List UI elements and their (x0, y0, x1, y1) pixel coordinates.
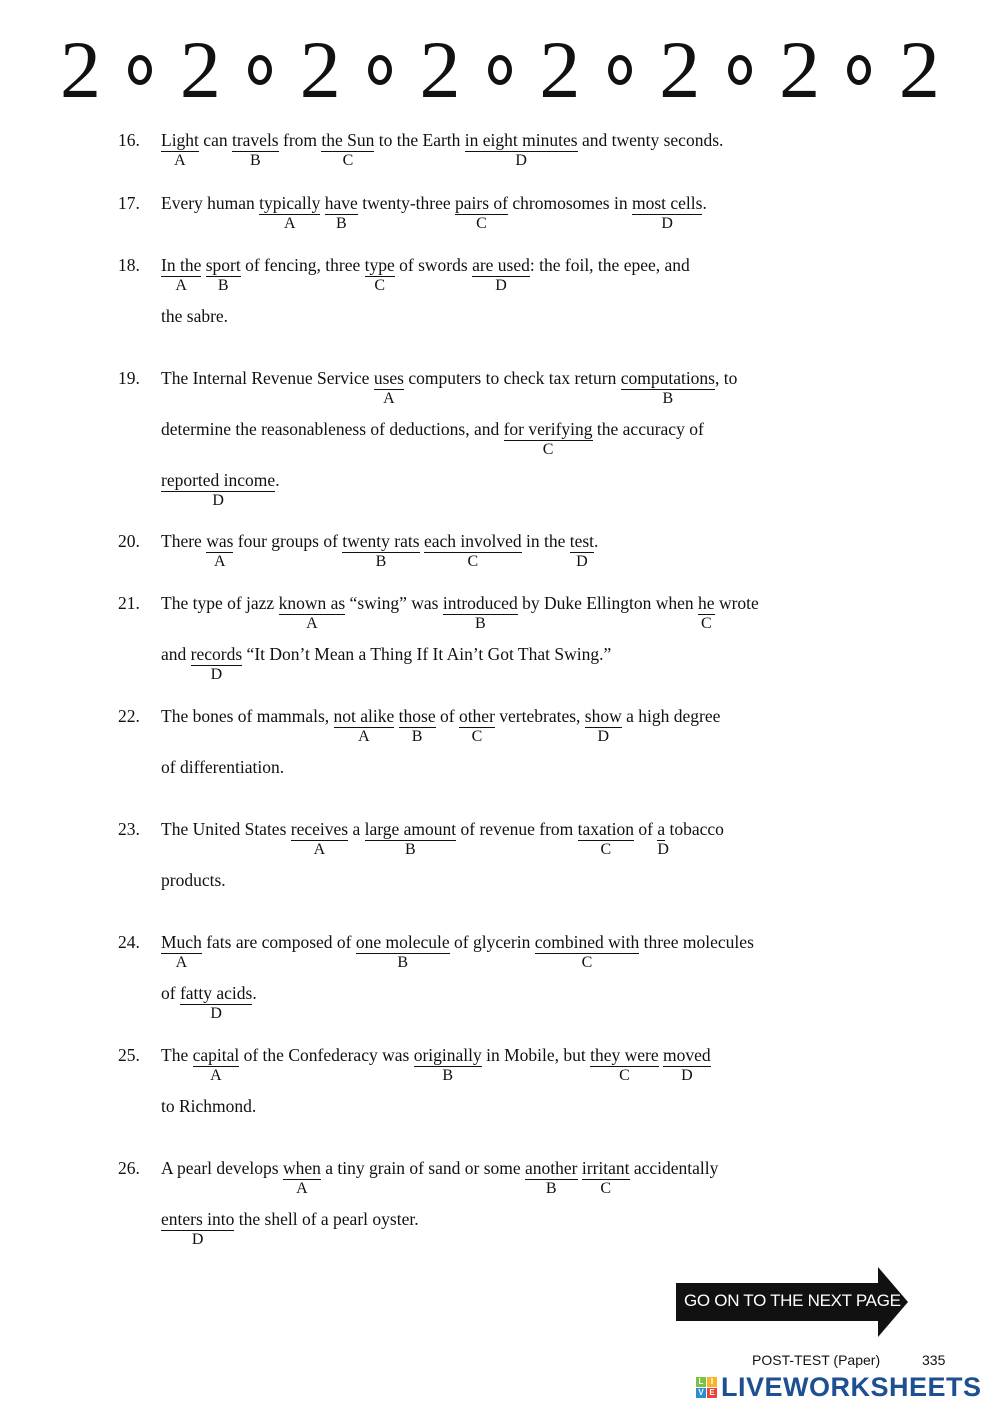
option-letter: C (600, 1180, 612, 1197)
question-line (161, 368, 738, 407)
underlined-option (423, 531, 522, 570)
segment-text: fats are composed of (201, 932, 356, 952)
option-letter: D (212, 492, 224, 509)
question-number: 23. (118, 819, 140, 839)
question-line (161, 419, 704, 458)
ring-icon (248, 55, 272, 85)
option-letter: D (681, 1067, 693, 1084)
segment-text: The Internal Revenue Service (161, 368, 374, 388)
sentence-text (239, 1045, 413, 1066)
sentence-text (241, 255, 365, 276)
underlined-option (620, 368, 715, 407)
sentence-text (233, 531, 342, 552)
segment-text: Every human (161, 193, 260, 213)
sentence-text (161, 531, 206, 552)
underlined-option (413, 1045, 482, 1084)
segment-text: taxation (577, 819, 635, 839)
sentence-text (456, 819, 577, 840)
section-name: POST-TEST (Paper) (752, 1352, 881, 1368)
sentence-text (279, 130, 322, 151)
option-letter: A (306, 615, 318, 632)
underlined-option (503, 419, 593, 458)
segment-text: determine the reasonableness of deductions, and (161, 419, 504, 439)
segment-text: tobacco (665, 819, 724, 839)
sentence-text (518, 593, 698, 614)
sentence-text (622, 706, 721, 727)
sentence-text (161, 419, 504, 440)
sentence-text (161, 706, 334, 727)
header-digit: 2 (299, 24, 341, 115)
question-line (161, 593, 759, 632)
option-letter: B (442, 1067, 454, 1084)
segment-text: known as (278, 593, 346, 613)
segment-text: can (198, 130, 232, 150)
underlined-option (161, 932, 202, 971)
segment-text: sport (205, 255, 241, 275)
segment-text: of glycerin (449, 932, 535, 952)
sentence-text (436, 706, 459, 727)
segment-text: to the Earth (374, 130, 465, 150)
sentence-text (161, 757, 284, 778)
sentence-text (161, 1045, 193, 1066)
segment-text: the accuracy of (592, 419, 704, 439)
option-letter: A (214, 553, 226, 570)
sentence-text (634, 819, 657, 840)
sentence-text (161, 983, 180, 1004)
segment-text: was (206, 531, 234, 551)
go-on-next-page-arrow (676, 1267, 910, 1337)
option-letter: C (342, 152, 354, 169)
question-number: 25. (118, 1045, 140, 1065)
liveworksheets-logo-icon (696, 1377, 717, 1398)
option-letter: B (474, 615, 486, 632)
option-letter: D (661, 215, 673, 232)
underlined-option (161, 470, 276, 509)
sentence-text (234, 1209, 418, 1230)
sentence-text (321, 1158, 525, 1179)
sentence-text (530, 255, 690, 276)
segment-text: a tiny grain of sand or some (320, 1158, 526, 1178)
underlined-option (455, 193, 508, 232)
sentence-text (161, 644, 191, 665)
next-page-label: GO ON TO THE NEXT PAGE (684, 1291, 901, 1310)
option-letter: B (249, 152, 261, 169)
sentence-text (161, 306, 228, 327)
question-line (161, 870, 226, 891)
segment-text: the shell of a pearl oyster. (234, 1209, 419, 1229)
header-digit: 2 (659, 24, 701, 115)
sentence-text (578, 130, 724, 151)
underlined-option (464, 130, 578, 169)
segment-text: records (190, 644, 243, 664)
segment-text: to Richmond. (161, 1096, 257, 1116)
underlined-option (324, 193, 358, 232)
segment-text: . (594, 531, 599, 551)
segment-text: of differentiation. (161, 757, 285, 777)
header-digit: 2 (419, 24, 461, 115)
question-number: 18. (118, 255, 140, 275)
option-letter: C (619, 1067, 630, 1084)
underlined-option (231, 130, 279, 169)
underlined-option (290, 819, 349, 858)
segment-text: he (698, 593, 715, 613)
segment-text: one molecule (355, 932, 450, 952)
segment-text: . (252, 983, 257, 1003)
option-letter: B (397, 954, 409, 971)
option-letter: C (467, 553, 479, 570)
underlined-option (259, 193, 321, 232)
sentence-text (522, 531, 570, 552)
segment-text: reported income (161, 470, 276, 490)
segment-text: they were (590, 1045, 659, 1065)
option-letter: C (471, 728, 483, 745)
segment-text: not alike (333, 706, 395, 726)
question-number: 19. (118, 368, 140, 388)
segment-text: of fencing, three (240, 255, 365, 275)
segment-text: . (275, 470, 280, 490)
option-letter: C (581, 954, 593, 971)
underlined-option (663, 1045, 711, 1084)
segment-text: type (364, 255, 395, 275)
sentence-text (161, 870, 226, 891)
option-letter: A (174, 152, 186, 169)
segment-text: moved (663, 1045, 711, 1065)
sentence-text (495, 706, 585, 727)
sentence-text (161, 1096, 256, 1117)
question-number: 26. (118, 1158, 140, 1178)
option-letter: D (515, 152, 527, 169)
segment-text: a high degree (621, 706, 721, 726)
question-line (161, 531, 599, 570)
option-letter: D (657, 841, 669, 858)
segment-text: wrote (714, 593, 759, 613)
underlined-option (442, 593, 518, 632)
segment-text: by Duke Ellington when (517, 593, 699, 613)
segment-text: of swords (394, 255, 473, 275)
underlined-option (631, 193, 703, 232)
segment-text: another (525, 1158, 578, 1178)
question-line (161, 255, 690, 294)
question-line (161, 1045, 711, 1084)
question-line (161, 983, 257, 1022)
segment-text: : the foil, the epee, and (529, 255, 690, 275)
question-line (161, 1096, 256, 1117)
sentence-text (715, 368, 737, 389)
ring-icon (368, 55, 392, 85)
segment-text: . (702, 193, 707, 213)
segment-text: a (348, 819, 365, 839)
header-digit: 2 (179, 24, 221, 115)
option-letter: D (576, 553, 588, 570)
underlined-option (161, 130, 199, 169)
header-digit: 2 (539, 24, 581, 115)
segment-text: vertebrates, (494, 706, 585, 726)
header-digit: 2 (779, 24, 821, 115)
logo-tile: V (696, 1388, 706, 1398)
header-digit: 2 (898, 24, 940, 115)
segment-text: of (634, 819, 658, 839)
sentence-text (639, 932, 754, 953)
question-line (161, 706, 721, 745)
option-letter: C (700, 615, 712, 632)
segment-text: The type of jazz (161, 593, 279, 613)
liveworksheets-brand (696, 1372, 982, 1403)
logo-tile: E (707, 1388, 717, 1398)
underlined-option (282, 1158, 321, 1197)
segment-text: large amount (364, 819, 457, 839)
segment-text: four groups of (233, 531, 343, 551)
question-line (161, 1158, 719, 1197)
sentence-text (161, 819, 291, 840)
segment-text: from (278, 130, 322, 150)
underlined-option (364, 255, 395, 294)
segment-text: of (435, 706, 459, 726)
segment-text: computers to check tax return (403, 368, 621, 388)
sentence-text (395, 255, 472, 276)
option-letter: A (175, 954, 188, 971)
option-letter: B (405, 841, 416, 858)
sentence-text (199, 130, 232, 151)
option-letter: A (313, 841, 326, 858)
underlined-option (205, 255, 241, 294)
option-letter: D (210, 1005, 222, 1022)
segment-text: There (161, 531, 207, 551)
sentence-text (593, 419, 704, 440)
segment-text: The United States (161, 819, 291, 839)
question-line (161, 130, 724, 169)
ring-icon (128, 55, 152, 85)
underlined-option (190, 644, 243, 683)
segment-text: typically (259, 193, 321, 213)
underlined-option (458, 706, 495, 745)
segment-text: uses (373, 368, 404, 388)
segment-text: in the (521, 531, 570, 551)
segment-text: capital (192, 1045, 240, 1065)
segment-text: combined with (534, 932, 640, 952)
segment-text: , to (715, 368, 738, 388)
segment-text: each involved (423, 531, 522, 551)
page-number: 335 (922, 1352, 946, 1368)
segment-text: introduced (442, 593, 518, 613)
underlined-option (373, 368, 404, 407)
underlined-option (206, 531, 234, 570)
question-number: 21. (118, 593, 140, 613)
option-letter: B (217, 277, 229, 294)
segment-text: three molecules (639, 932, 754, 952)
option-letter: C (374, 277, 386, 294)
underlined-option (179, 983, 253, 1022)
segment-text: originally (413, 1045, 482, 1065)
sentence-text (508, 193, 632, 214)
segment-text: the Sun (321, 130, 375, 150)
segment-text: accidentally (629, 1158, 719, 1178)
sentence-text (348, 819, 365, 840)
ring-icon (728, 55, 752, 85)
underlined-option (321, 130, 375, 169)
segment-text: of the Confederacy was (239, 1045, 414, 1065)
sentence-text (161, 1158, 283, 1179)
underlined-option (657, 819, 669, 858)
underlined-option (590, 1045, 659, 1084)
segment-text: when (282, 1158, 321, 1178)
sentence-text (161, 593, 279, 614)
underlined-option (584, 706, 622, 745)
segment-text: Much (161, 932, 202, 952)
option-letter: A (383, 390, 395, 407)
sentence-text (594, 531, 598, 552)
sentence-text (702, 193, 706, 214)
underlined-option (355, 932, 450, 971)
segment-text: Light (161, 130, 199, 150)
segment-text: travels (231, 130, 279, 150)
sentence-text (630, 1158, 719, 1179)
ring-icon (847, 55, 871, 85)
option-letter: C (476, 215, 487, 232)
segment-text: products. (161, 870, 226, 890)
underlined-option (342, 531, 420, 570)
option-letter: D (495, 277, 507, 294)
underlined-option (577, 819, 635, 858)
option-letter: B (335, 215, 347, 232)
sentence-text (202, 932, 356, 953)
segment-text: “It Don’t Mean a Thing If It Ain’t Got That Swing.” (242, 644, 612, 664)
segment-text: The (161, 1045, 193, 1065)
underlined-option (525, 1158, 578, 1197)
decorative-header-band (60, 24, 940, 115)
option-letter: B (545, 1180, 557, 1197)
header-digit: 2 (60, 24, 101, 115)
segment-text: in eight minutes (464, 130, 578, 150)
question-line (161, 1209, 419, 1248)
sentence-text (450, 932, 535, 953)
segment-text: The bones of mammals, (161, 706, 334, 726)
brand-name: LIVEWORKSHEETS (721, 1372, 982, 1402)
segment-text: receives (290, 819, 349, 839)
underlined-option (192, 1045, 240, 1084)
segment-text: twenty rats (342, 531, 420, 551)
underlined-option (698, 593, 715, 632)
option-letter: D (597, 728, 610, 745)
underlined-option (161, 255, 202, 294)
segment-text: enters into (161, 1209, 235, 1229)
sentence-text (275, 470, 279, 491)
underlined-option (161, 1209, 235, 1248)
option-letter: A (210, 1067, 222, 1084)
option-letter: A (175, 277, 187, 294)
segment-text: are used (472, 255, 530, 275)
question-line (161, 470, 280, 509)
question-line (161, 757, 284, 778)
underlined-option (569, 531, 595, 570)
sentence-text (482, 1045, 590, 1066)
sentence-text (715, 593, 759, 614)
segment-text: other (458, 706, 495, 726)
question-line (161, 193, 707, 232)
segment-text: those (398, 706, 436, 726)
question-number: 22. (118, 706, 140, 726)
option-letter: A (358, 728, 370, 745)
underlined-option (278, 593, 346, 632)
sentence-text (161, 368, 374, 389)
underlined-option (581, 1158, 630, 1197)
question-number: 24. (118, 932, 140, 952)
ring-icon (608, 55, 632, 85)
sentence-text (242, 644, 611, 665)
segment-text: of revenue from (456, 819, 578, 839)
segment-text: and twenty seconds. (577, 130, 724, 150)
question-number: 17. (118, 193, 140, 213)
segment-text: for verifying (503, 419, 593, 439)
question-line (161, 644, 612, 683)
underlined-option (534, 932, 640, 971)
question-line (161, 306, 228, 327)
question-line (161, 932, 754, 971)
sentence-text (404, 368, 621, 389)
option-letter: D (191, 1231, 204, 1248)
segment-text: in Mobile, but (481, 1045, 591, 1065)
segment-text: and (161, 644, 191, 664)
option-letter: D (210, 666, 223, 683)
segment-text: pairs of (455, 193, 508, 213)
option-letter: C (542, 441, 554, 458)
segment-text: computations (620, 368, 715, 388)
segment-text: of (161, 983, 180, 1003)
underlined-option (333, 706, 395, 745)
sentence-text (374, 130, 464, 151)
underlined-option (472, 255, 530, 294)
segment-text: have (324, 193, 358, 213)
logo-tile: L (696, 1377, 706, 1387)
segment-text: test (569, 531, 595, 551)
segment-text: fatty acids (179, 983, 253, 1003)
option-letter: B (662, 390, 674, 407)
option-letter: A (296, 1180, 308, 1197)
segment-text: twenty-three (357, 193, 456, 213)
segment-text: In the (161, 255, 202, 275)
segment-text: irritant (581, 1158, 630, 1178)
logo-tile: I (707, 1377, 717, 1387)
segment-text: chromosomes in (508, 193, 632, 213)
segment-text: show (584, 706, 622, 726)
sentence-text (161, 193, 259, 214)
option-letter: B (375, 553, 387, 570)
segment-text: a (657, 819, 666, 839)
question-number: 16. (118, 130, 140, 150)
question-number: 20. (118, 531, 140, 551)
option-letter: A (284, 215, 296, 232)
ring-icon (488, 55, 512, 85)
sentence-text (358, 193, 455, 214)
option-letter: B (411, 728, 423, 745)
option-letter: C (600, 841, 612, 858)
segment-text: most cells (631, 193, 703, 213)
sentence-text (345, 593, 443, 614)
segment-text: “swing” was (345, 593, 443, 613)
question-line (161, 819, 724, 858)
underlined-option (398, 706, 436, 745)
segment-text: A pearl develops (161, 1158, 283, 1178)
sentence-text (665, 819, 724, 840)
underlined-option (364, 819, 457, 858)
page-footer (752, 1352, 945, 1368)
sentence-text (252, 983, 256, 1004)
segment-text: the sabre. (161, 306, 229, 326)
